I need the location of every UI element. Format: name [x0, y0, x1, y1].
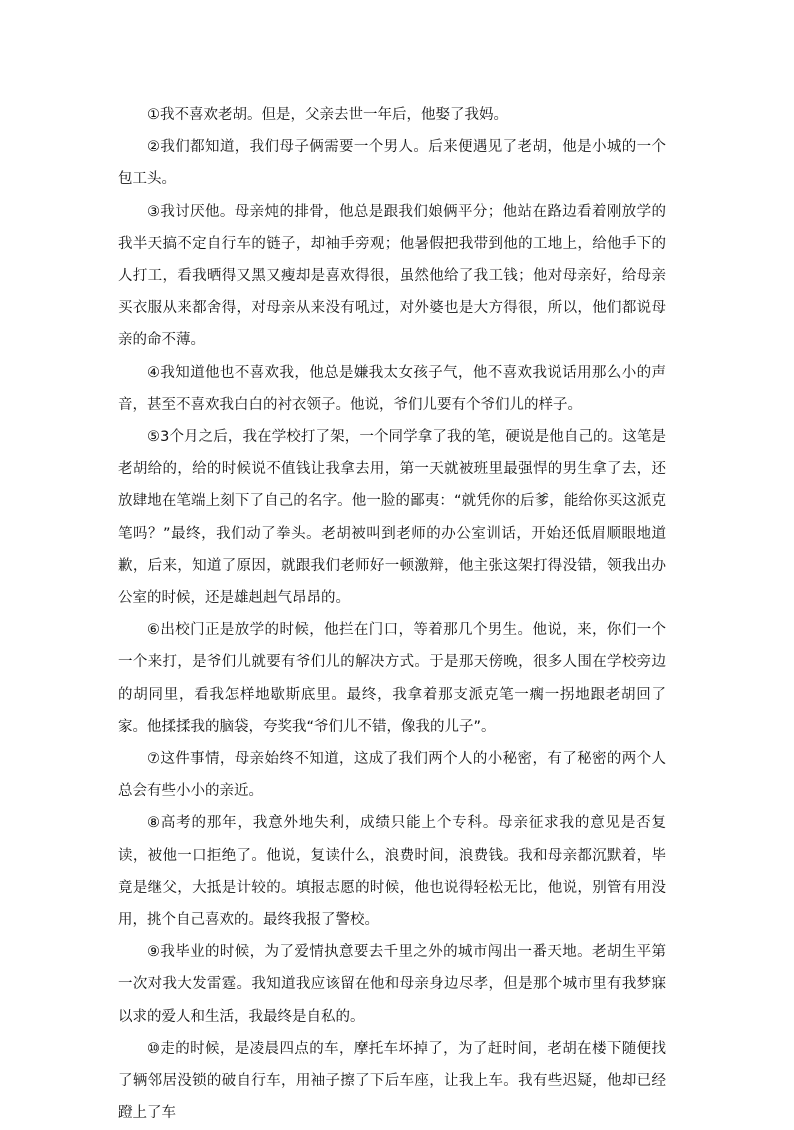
paragraph-9: ⑨我毕业的时候，为了爱情执意要去千里之外的城市闯出一番天地。老胡生平第一次对我大发雷霆。我知道我应该留在他和母亲身边尽孝，但是那个城市里有我梦寐以求的爱人和生活，我最终是自私的。 [118, 944, 666, 1025]
paragraph-7: ⑦这件事情，母亲始终不知道，这成了我们两个人的小秘密，有了秘密的两个人总会有些小小的亲近。 [118, 751, 666, 800]
story-body [118, 99, 666, 1130]
paragraph-6: ⑥出校门正是放学的时候，他拦在门口，等着那几个男生。他说，来，你们一个一个来打，是爷们儿就要有爷们儿的解决方式。于是那天傍晚，很多人围在学校旁边的胡同里，看我怎样地歇斯底里。最终，我拿着那支派克笔一瘸一拐地跟老胡回了家。他揉揉我的脑袋，夸奖我“爷们儿不错，像我的儿子”。 [118, 622, 666, 735]
paragraph-4: ④我知道他也不喜欢我，他总是嫌我太女孩子气，他不喜欢我说话用那么小的声音，甚至不喜欢我白白的衬衣领子。他说，爷们儿要有个爷们儿的样子。 [118, 364, 666, 413]
paragraph-1: ①我不喜欢老胡。但是，父亲去世一年后，他娶了我妈。 [147, 107, 508, 123]
paragraph-8: ⑧高考的那年，我意外地失利，成绩只能上个专科。母亲征求我的意见是否复读，被他一口拒绝了。他说，复读什么，浪费时间，浪费钱。我和母亲都沉默着，毕竟是继父，大抵是计较的。填报志愿的时候，他也说得轻松无比，他说，别管有用没用，挑个自己喜欢的。最终我报了警校。 [118, 815, 666, 929]
paragraph-3: ③我讨厌他。母亲炖的排骨，他总是跟我们娘俩平分；他站在路边看着刚放学的我半天搞不定自行车的链子，却袖手旁观；他暑假把我带到他的工地上，给他手下的人打工，看我晒得又黑又瘦却是喜欢得很，虽然他给了我工钱；他对母亲好，给母亲买衣服从来都舍得，对母亲从来没有吼过，对外婆也是大方得很，所以，他们都说母亲的命不薄。 [118, 203, 666, 349]
paragraph-2: ②我们都知道，我们母子俩需要一个男人。后来便遇见了老胡，他是小城的一个包工头。 [118, 139, 666, 188]
paragraph-5: ⑤3个月之后，我在学校打了架，一个同学拿了我的笔，硬说是他自己的。这笔是老胡给的，给的时候说不值钱让我拿去用，第一天就被班里最强悍的男生拿了去，还放肆地在笔端上刻下了自己的名字。他一脸的鄙夷：“就凭你的后爹，能给你买这派克笔吗？”最终，我们动了拳头。老胡被叫到老师的办公室训话，开始还低眉顺眼地道歉，后来，知道了原因，就跟我们老师好一顿激辩，他主张这架打得没错，领我出办公室的时候，还是雄赳赳气昂昂的。 [118, 429, 666, 607]
paragraph-10: ⑩走的时候，是凌晨四点的车，摩托车坏掉了，为了赶时间，老胡在楼下随便找了辆邻居没锁的破自行车，用袖子擦了下后车座，让我上车。我有些迟疑，他却已经蹬上了车 [118, 1040, 666, 1122]
